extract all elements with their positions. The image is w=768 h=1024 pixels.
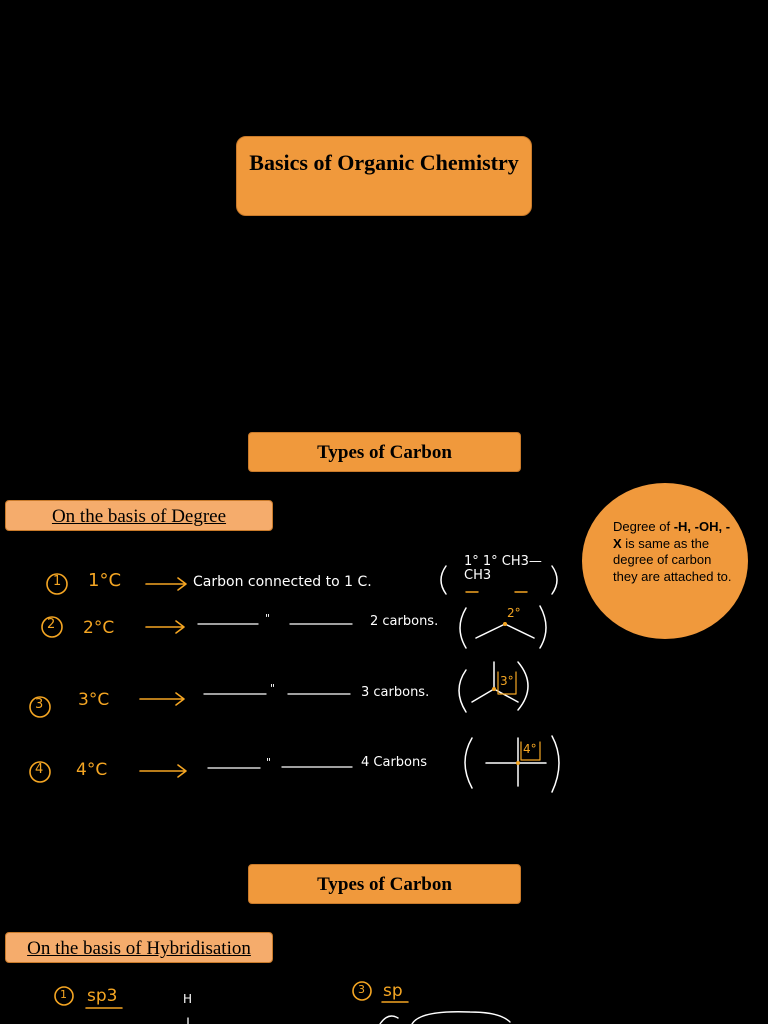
row2-degree-label: 2°C	[83, 618, 115, 638]
hybrid3-label: sp	[383, 981, 403, 1001]
hybrid1-number: 1	[60, 988, 67, 1001]
row2-arrow	[146, 621, 184, 633]
section-header-types-of-carbon: Types of Carbon	[248, 432, 521, 472]
row3-ditto: "	[270, 682, 276, 695]
row3-marker: 3°	[500, 674, 514, 688]
row2-number: 2	[47, 617, 56, 632]
hybrid-atom-h: H	[183, 992, 193, 1006]
hybrid3-number: 3	[358, 983, 365, 996]
basis-label-degree: On the basis of Degree	[5, 500, 273, 531]
row1-example: 1° 1° CH3—CH3	[464, 554, 542, 583]
row3-arrow	[140, 693, 184, 705]
row4-paren-close	[552, 736, 559, 792]
row3-description: 3 carbons.	[361, 685, 430, 700]
row2-structure	[476, 624, 534, 638]
basis-label-hybridisation: On the basis of Hybridisation	[5, 932, 273, 963]
row4-paren-open	[465, 738, 472, 788]
hybrid1-label: sp3	[87, 986, 118, 1006]
row1-number: 1	[53, 574, 62, 589]
row1-degree-label: 1°C	[88, 570, 122, 591]
row1-description: Carbon connected to 1 C.	[193, 574, 372, 590]
row1-paren-open	[441, 566, 446, 594]
row3-degree-label: 3°C	[78, 690, 110, 710]
row1-paren-close	[552, 566, 557, 594]
row2-ditto: "	[265, 612, 271, 625]
row4-marker: 4°	[523, 742, 537, 756]
row3-paren-close	[518, 662, 528, 710]
row3-paren-open	[459, 670, 466, 712]
row4-structure	[486, 738, 546, 786]
row4-arrow	[140, 765, 186, 777]
page-title: Basics of Organic Chemistry	[236, 136, 532, 216]
row2-description: 2 carbons.	[370, 614, 439, 629]
row4-number: 4	[35, 762, 44, 777]
row2-marker: 2°	[507, 606, 521, 620]
row2-paren-open	[460, 608, 466, 648]
row2-paren-close	[540, 606, 546, 648]
section-header-types-of-carbon-2: Types of Carbon	[248, 864, 521, 904]
row4-ditto: "	[266, 756, 272, 769]
row4-dashes	[208, 767, 352, 768]
row3-number: 3	[35, 697, 44, 712]
row4-degree-label: 4°C	[76, 760, 108, 780]
row4-description: 4 Carbons	[361, 755, 428, 770]
row1-arrow	[146, 578, 186, 590]
note-bubble: Degree of -H, -OH, -X is same as the degree of carbon they are attached to.	[582, 483, 748, 639]
